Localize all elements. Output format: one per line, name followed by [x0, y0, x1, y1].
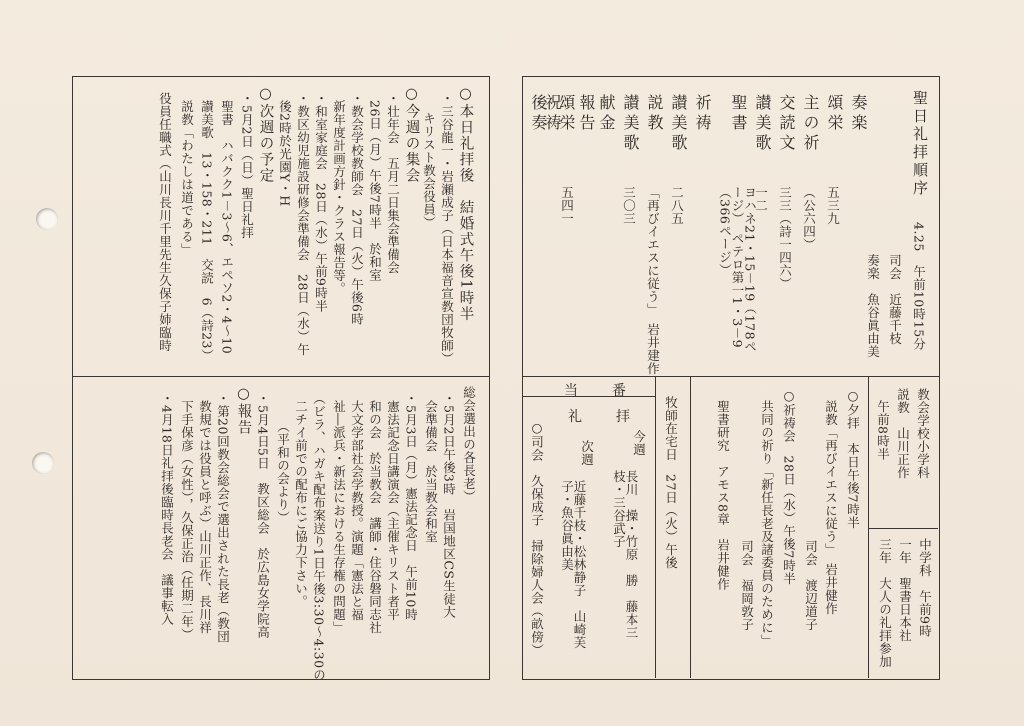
order-item: 交読文 [777, 94, 796, 154]
order-value: 三〇三 [621, 186, 637, 225]
col-divider-a [868, 376, 869, 678]
col-divider-c [655, 376, 656, 678]
note-line: 役員任職式（山川長川千里先生久保子姉臨時 [157, 92, 173, 352]
note-line: 下手保彦（女性），久保正治（任期二年） [179, 400, 195, 641]
schedule-line: 聖書研究 アモス8章 岩井健作 [715, 400, 731, 591]
punch-hole-top [36, 208, 58, 230]
note-line: ・壮年会 五月二日集会準備会 [385, 92, 401, 274]
sermon-title: 「再びイエスに従う」 岩井建作 [645, 186, 661, 375]
note-line: ○次週の予定 [257, 86, 274, 184]
note-line: ・和室家庭会 28日（水）午前9時半 [313, 92, 329, 313]
note-line: 後2時於光園Y・H [277, 100, 293, 207]
note-line: 大文学部社会学教授。演題「憲法と福 [349, 400, 365, 621]
note-line: ○本日礼拝後 結婚式午後1時半 [457, 86, 474, 323]
note-line: 新年度計画方針・クラス報告等。 [331, 100, 347, 295]
order-item: 頌栄 [557, 94, 576, 134]
note-line: ○今週の集会 [403, 86, 420, 184]
note-line: ・第20回教会総会で選出された長老（教団 [215, 392, 231, 643]
col-divider-b [690, 376, 691, 678]
note-line: ・教区幼児施設研修会準備会 28日（水）午 [295, 92, 311, 356]
order-item: 祝祷 [543, 94, 562, 134]
note-line: 憲法記念日講演会（主催キリスト者平 [385, 400, 401, 621]
note-line: ・5月4日5日 教区総会 於広島女学院高 [255, 392, 271, 639]
order-value: ヨハネ21・15－19（178ページ） ペテロ第一1・3－9（366ページ） [717, 186, 758, 354]
order-item: 報告 [577, 94, 596, 134]
duty-header: 当 番 [564, 383, 636, 399]
church-school-line: 午前8時半 [875, 400, 891, 461]
order-item: 主の祈 [801, 94, 820, 154]
punch-hole-bottom [32, 452, 54, 474]
note-line: 説教「わたしは道である」 [179, 100, 195, 256]
middle-school-line: 一年 聖書日本社 [897, 538, 913, 642]
duty-next-week-label: 次週 [579, 440, 595, 466]
service-date: 4.25 午前10時15分 [911, 222, 927, 351]
note-line: 二チイ前での配布にご協力下さい。 [293, 400, 309, 608]
order-item: 讃美歌 [669, 94, 688, 154]
order-item: 奏楽 [849, 94, 868, 134]
service-accompanist: 奏楽 魚谷眞由美 [865, 254, 881, 358]
order-item: 頌栄 [825, 94, 844, 134]
order-item: 献金 [597, 94, 616, 134]
service-title: 聖日礼拝順序 [911, 90, 929, 198]
pastor-off-day: 牧師在宅日 27日（火）午後 [663, 396, 679, 569]
note-line: ・教会学校教師会 27日（火）午後6時 [349, 92, 365, 326]
order-item: 祈祷 [693, 94, 712, 134]
church-school-line: 説教 山川正作 [895, 388, 911, 479]
order-value: 五三九 [825, 186, 841, 225]
order-value: 三三（詩一四六） [777, 186, 793, 290]
order-value: 五四一 [559, 186, 575, 225]
note-line: 和の会 於当教会 講師・住谷磐同志社 [367, 400, 383, 634]
right-panel-divider [522, 376, 940, 377]
order-item: 後奏 [529, 94, 548, 134]
note-line: 26日（月）午後7時半 於和室 [367, 100, 383, 282]
note-line: ○報告 [235, 386, 252, 436]
order-value: 二八五 [669, 186, 685, 225]
order-value: （公六四） [801, 186, 817, 251]
schedule-line: 司会 渡辺道子 [803, 540, 819, 631]
middle-school-line: 中学科 午前9時 [917, 538, 933, 638]
note-line: ・5月2日午後3時 岩国地区CS生徒大 [441, 392, 457, 619]
service-officiant: 司会 近藤千枝 [887, 254, 903, 345]
order-item: 讃美歌 [621, 94, 640, 154]
duty-this-week: 長川 操・竹原 勝 藤本三枝・三谷武子 [611, 470, 639, 639]
note-line: 総会選出の各長老） [461, 386, 477, 503]
note-line: キリスト教会役員） [421, 112, 437, 229]
note-line: 会準備会 於当教会和室 [423, 400, 439, 543]
order-item: 讃美歌 [753, 94, 772, 154]
schedule-line: 説教「再びイエスに従う」 岩井健作 [823, 400, 839, 615]
note-line: 讃美歌 13・158・211 交読 6（詩23） [199, 100, 215, 362]
row-divider-a [868, 528, 938, 529]
middle-school-line: 三年 大人の礼拝参加 [877, 538, 893, 668]
note-line: 教規では役員と呼ぶ）山川正作、長川祥 [197, 400, 213, 634]
order-value: 一二 [753, 186, 769, 212]
left-panel-divider [72, 376, 490, 377]
order-item: 説教 [645, 94, 664, 134]
schedule-line: 共同の祈り「新任長老及諸委員のために」 [759, 400, 775, 647]
church-school-line: 教会学校小学科 [915, 388, 931, 479]
note-line: （平和の会より） [275, 420, 291, 524]
duty-chair-cleaning: ○司会 久保成子 掃除婦人会（畝傍） [529, 420, 545, 657]
duty-subheader: 礼 拝 [568, 409, 640, 425]
note-line: ・5月2日（日）聖日礼拝 [239, 92, 255, 239]
note-line: 祉―派兵・新法における生存権の問題」 [331, 400, 347, 634]
duty-next-week: 近藤千枝・松林静子 山崎芙子・魚谷眞由美 [559, 480, 587, 649]
note-line: ・5月3日（月）憲法記念日 午前10時 [403, 392, 419, 621]
note-line: ・三谷龍一・岩瀬成子（日本福音宣教団牧師） [439, 92, 455, 365]
duty-this-week-label: 今週 [631, 430, 647, 456]
note-line: ・4月18日礼拝後臨時長老会 議事転入 [159, 392, 175, 626]
schedule-line: ○夕拝 本日午後7時半 [845, 388, 861, 529]
note-line: （ビラ、ハガキ配布案送り1日午後3:30～4:30の [311, 392, 327, 682]
order-item: 聖書 [729, 94, 748, 134]
schedule-line: ○祈祷会 28日（水）午後7時半 [781, 388, 797, 585]
schedule-line: 司会 福岡敦子 [739, 540, 755, 631]
note-line: 聖書 ハバクク1－3～6、エペソ2・4～10 [219, 100, 235, 355]
